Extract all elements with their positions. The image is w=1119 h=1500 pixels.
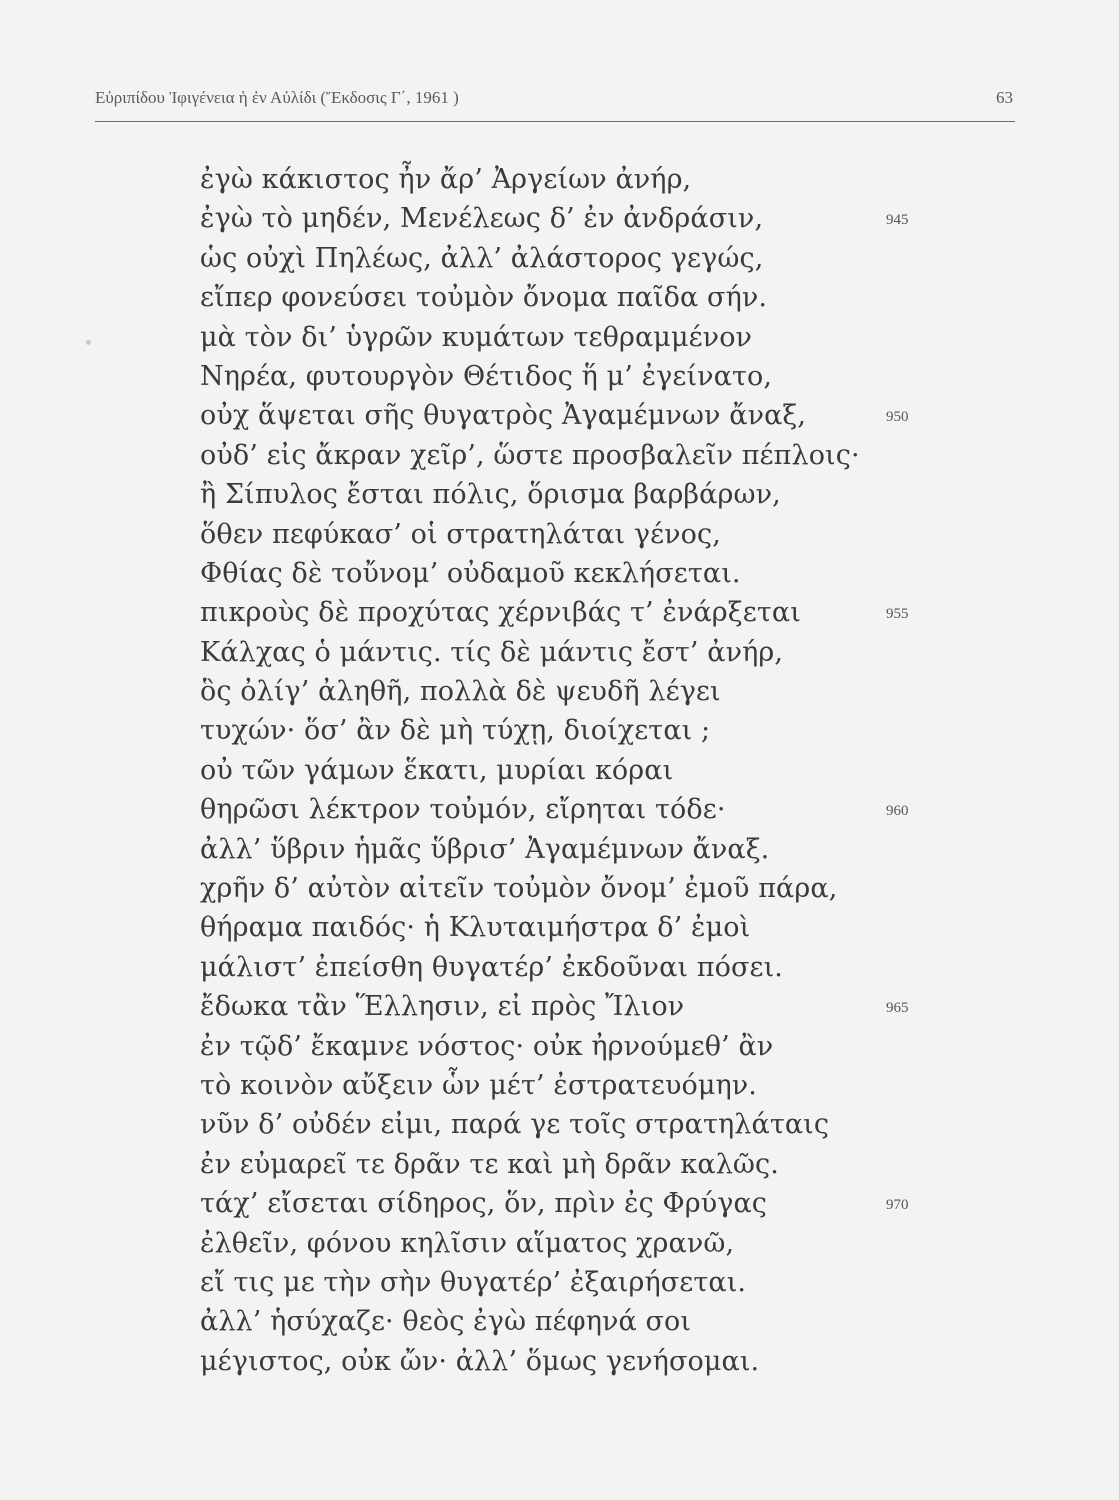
verse-line [200,948,1080,987]
verse-line [200,1027,1080,1066]
verse-line [200,1224,1080,1263]
line-number: 960 [886,803,909,820]
verse-line [200,790,1080,829]
verse-line [200,908,1080,947]
verse-text: ἐγὼ τὸ μηδέν, Μενέλεως δ’ ἐν ἀνδράσιν, [200,203,764,235]
verse-line [200,1145,1080,1184]
verse-line [200,515,1080,554]
running-title: Εὐριπίδου Ἰφιγένεια ἡ ἐν Αὐλίδι (Ἔκδοσις Γ΄, 1961 ) [95,88,459,107]
verse-text: τὸ κοινὸν αὔξειν ὧν μέτ’ ἐστρατευόμην. [200,1069,757,1101]
verse-line [200,199,1080,238]
verse-line [200,1105,1080,1144]
verse-text: θήραμα παιδός· ἡ Κλυταιμήστρα δ’ ἐμοὶ [200,912,751,944]
verse-text: ἢ Σίπυλος ἔσται πόλις, ὅρισμα βαρβάρων, [200,479,781,511]
verse-line [200,318,1080,357]
verse-text: οὐχ ἅψεται σῆς θυγατρὸς Ἀγαμέμνων ἄναξ, [200,400,807,432]
verse-line [200,436,1080,475]
verse-text: οὐδ’ εἰς ἄκραν χεῖρ’, ὥστε προσβαλεῖν πέπλοις· [200,439,860,471]
verse-text: τυχών· ὅσ’ ἂν δὲ μὴ τύχῃ, διοίχεται ; [200,715,711,747]
verse-text: πικροὺς δὲ προχύτας χέρνιβάς τ’ ἐνάρξεται [200,597,801,629]
verse-text: μάλιστ’ ἐπείσθη θυγατέρ’ ἐκδοῦναι πόσει. [200,951,783,983]
verse-text: μὰ τὸν δι’ ὑγρῶν κυμάτων τεθραμμένον [200,321,753,353]
verse-text: ἀλλ’ ὕβριν ἡμᾶς ὕβρισ’ Ἀγαμέμνων ἄναξ. [200,833,770,865]
verse-line [200,160,1080,199]
paper-speck [86,340,91,345]
verse-line [200,1302,1080,1341]
verse-text: ἐν τῷδ’ ἔκαμνε νόστος· οὐκ ἠρνούμεθ’ ἂν [200,1030,774,1062]
verse-text: μέγιστος, οὐκ ὤν· ἀλλ’ ὅμως γενήσομαι. [200,1345,760,1377]
verse-text: ἐγὼ κάκιστος ἦν ἄρ’ Ἀργείων ἀνήρ, [200,164,692,195]
verse-block [200,160,1080,1381]
verse-text: ἐλθεῖν, φόνου κηλῖσιν αἵματος χρανῶ, [200,1227,735,1259]
line-number: 965 [886,1000,909,1017]
verse-text: εἴπερ φονεύσει τοὐμὸν ὄνομα παῖδα σήν. [200,282,768,314]
verse-line [200,633,1080,672]
verse-line [200,593,1080,632]
line-number: 970 [886,1197,909,1214]
verse-line [200,672,1080,711]
verse-line [200,1263,1080,1302]
running-header [95,88,1013,114]
verse-line [200,711,1080,750]
verse-text: Κάλχας ὁ μάντις. τίς δὲ μάντις ἔστ’ ἀνήρ, [200,636,784,668]
page-number: 63 [996,88,1013,107]
verse-line [200,475,1080,514]
verse-line [200,987,1080,1026]
verse-line [200,1066,1080,1105]
verse-line [200,278,1080,317]
verse-line [200,751,1080,790]
verse-line [200,830,1080,869]
verse-text: Φθίας δὲ τοὔνομ’ οὐδαμοῦ κεκλήσεται. [200,557,741,589]
verse-line [200,396,1080,435]
verse-text: νῦν δ’ οὐδέν εἰμι, παρά γε τοῖς στρατηλάταις [200,1109,830,1141]
verse-text: ὅθεν πεφύκασ’ οἱ στρατηλάται γένος, [200,518,721,550]
verse-text: ἀλλ’ ἡσύχαζε· θεὸς ἐγὼ πέφηνά σοι [200,1306,692,1338]
verse-text: ὡς οὐχὶ Πηλέως, ἀλλ’ ἀλάστορος γεγώς, [200,242,764,274]
verse-text: ὃς ὀλίγ’ ἀληθῆ, πολλὰ δὲ ψευδῆ λέγει [200,676,721,708]
line-number: 945 [886,212,909,229]
verse-text: χρῆν δ’ αὐτὸν αἰτεῖν τοὐμὸν ὄνομ’ ἐμοῦ πάρα, [200,873,838,905]
verse-text: ἐν εὐμαρεῖ τε δρᾶν τε καὶ μὴ δρᾶν καλῶς. [200,1148,779,1180]
verse-text: ἔδωκα τἂν Ἕλλησιν, εἰ πρὸς Ἴλιον [200,991,685,1023]
line-number: 955 [886,606,909,623]
verse-text: Νηρέα, φυτουργὸν Θέτιδος ἥ μ’ ἐγείνατο, [200,360,773,392]
verse-text: τάχ’ εἴσεται σίδηρος, ὅν, πρὶν ἐς Φρύγας [200,1188,768,1220]
verse-text: εἴ τις με τὴν σὴν θυγατέρ’ ἐξαιρήσεται. [200,1266,747,1298]
line-number: 950 [886,409,909,426]
verse-line [200,357,1080,396]
verse-line [200,239,1080,278]
verse-line [200,1184,1080,1223]
verse-text: οὐ τῶν γάμων ἕκατι, μυρίαι κόραι [200,754,674,786]
header-rule [95,121,1015,122]
verse-line [200,554,1080,593]
verse-text: θηρῶσι λέκτρον τοὐμόν, εἴρηται τόδε· [200,794,726,826]
verse-line [200,1342,1080,1381]
verse-line [200,869,1080,908]
